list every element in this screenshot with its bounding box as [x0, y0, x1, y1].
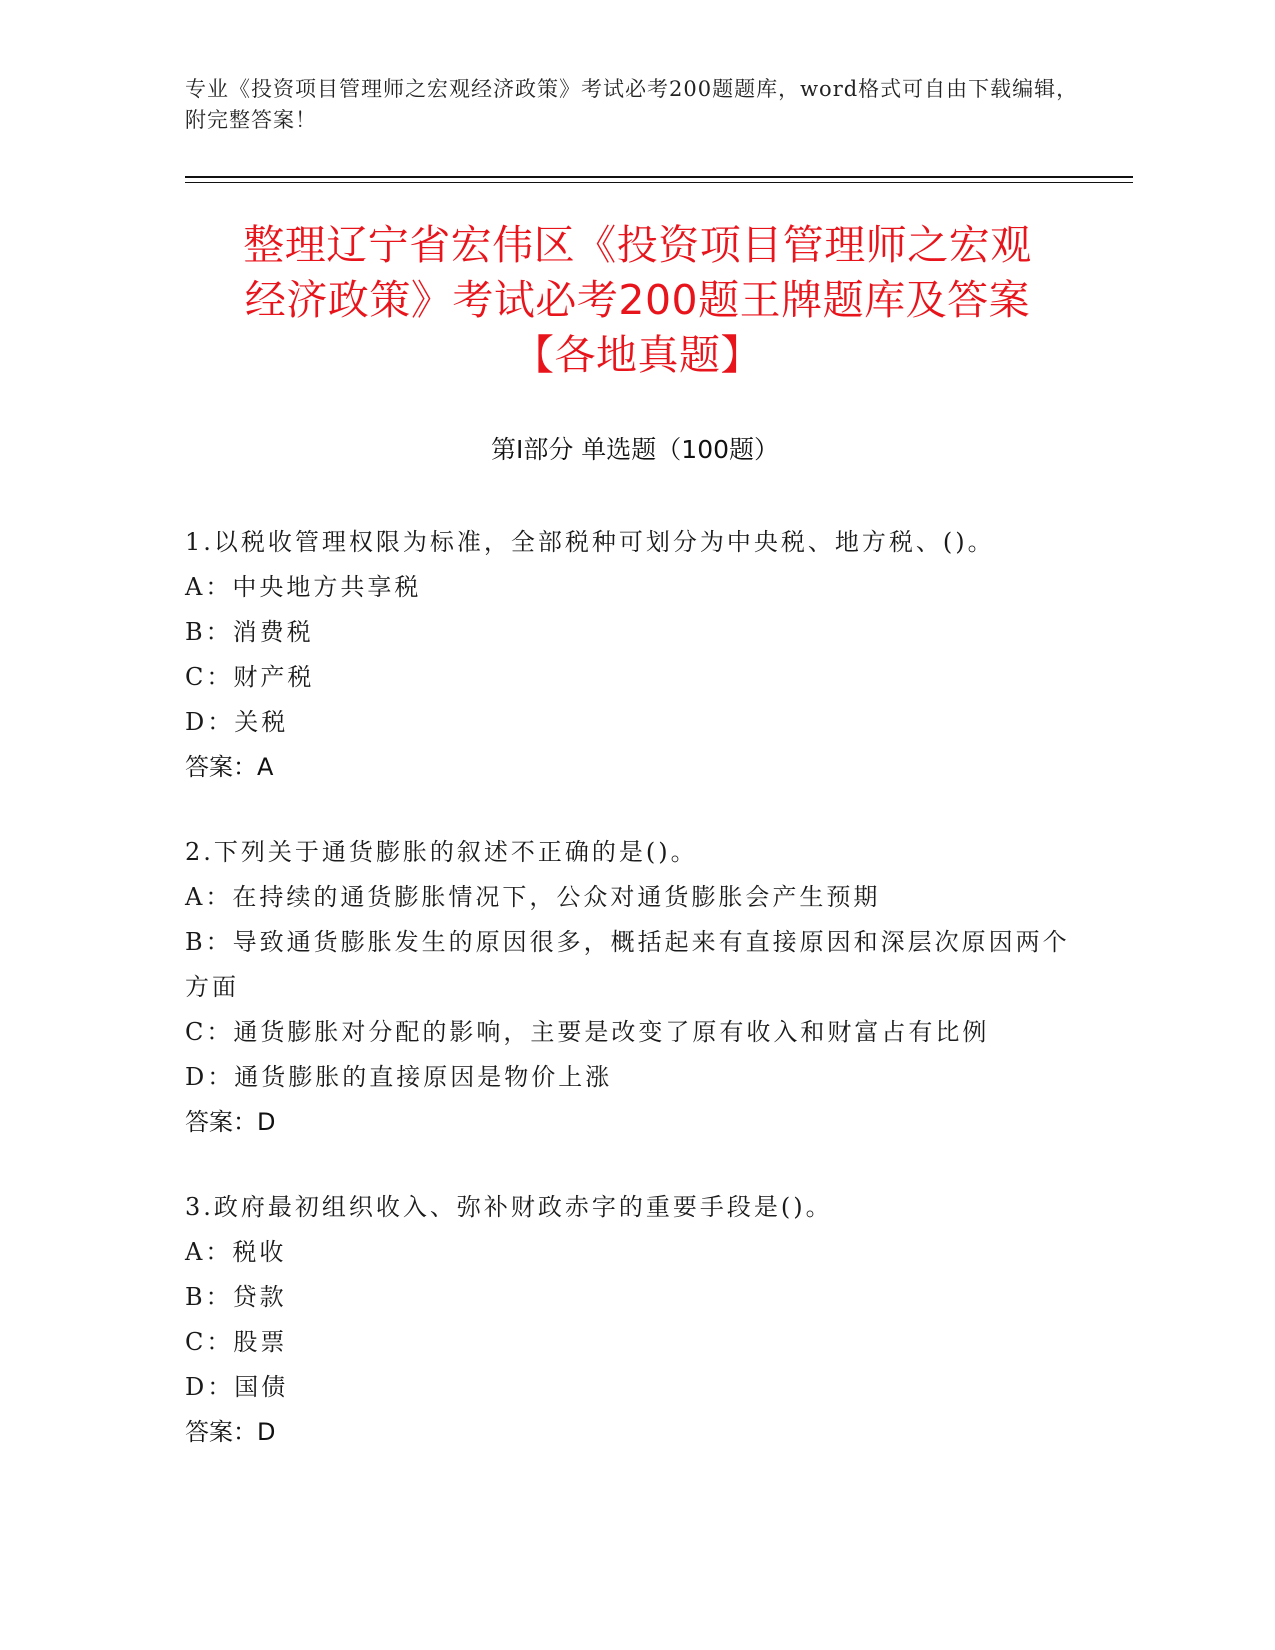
question-item: [185, 830, 1085, 1145]
answer-line: 答案：D: [185, 1108, 276, 1136]
question-item: [185, 520, 1085, 790]
option-b: B：贷款: [185, 1283, 287, 1311]
question-stem: 1.以税收管理权限为标准，全部税种可划分为中央税、地方税、()。: [185, 528, 995, 556]
option-a: A：中央地方共享税: [185, 573, 422, 601]
section-title: 第Ⅰ部分 单选题（100题）: [490, 435, 780, 464]
question-list: [185, 520, 1085, 1495]
title-line: 整理辽宁省宏伟区《投资项目管理师之宏观: [243, 221, 1032, 269]
title-line: 【各地真题】: [513, 331, 762, 379]
option-c: C：通货膨胀对分配的影响，主要是改变了原有收入和财富占有比例: [185, 1018, 990, 1046]
option-a: A：在持续的通货膨胀情况下，公众对通货膨胀会产生预期: [185, 883, 881, 911]
header-rule-thin: [185, 182, 1133, 183]
option-b: B：消费税: [185, 618, 314, 646]
option-c: C：财产税: [185, 663, 315, 691]
answer-line: 答案：A: [185, 753, 274, 781]
document-title: [190, 218, 1085, 383]
option-d: D：关税: [185, 708, 289, 736]
option-d: D：国债: [185, 1373, 289, 1401]
option-d: D：通货膨胀的直接原因是物价上涨: [185, 1063, 613, 1091]
header-rule-thick: [185, 176, 1133, 178]
question-stem: 2.下列关于通货膨胀的叙述不正确的是()。: [185, 838, 698, 866]
title-line: 经济政策》考试必考200题王牌题库及答案: [244, 276, 1031, 324]
question-item: [185, 1185, 1085, 1455]
option-a: A：税收: [185, 1238, 287, 1266]
header-note: 专业《投资项目管理师之宏观经济政策》考试必考200题题库，word格式可自由下载编辑，附完整答案！: [185, 77, 1079, 132]
question-stem: 3.政府最初组织收入、弥补财政赤字的重要手段是()。: [185, 1193, 833, 1221]
option-c: C：股票: [185, 1328, 288, 1356]
option-b: B：导致通货膨胀发生的原因很多，概括起来有直接原因和深层次原因两个方面: [185, 928, 1070, 1001]
answer-line: 答案：D: [185, 1418, 276, 1446]
